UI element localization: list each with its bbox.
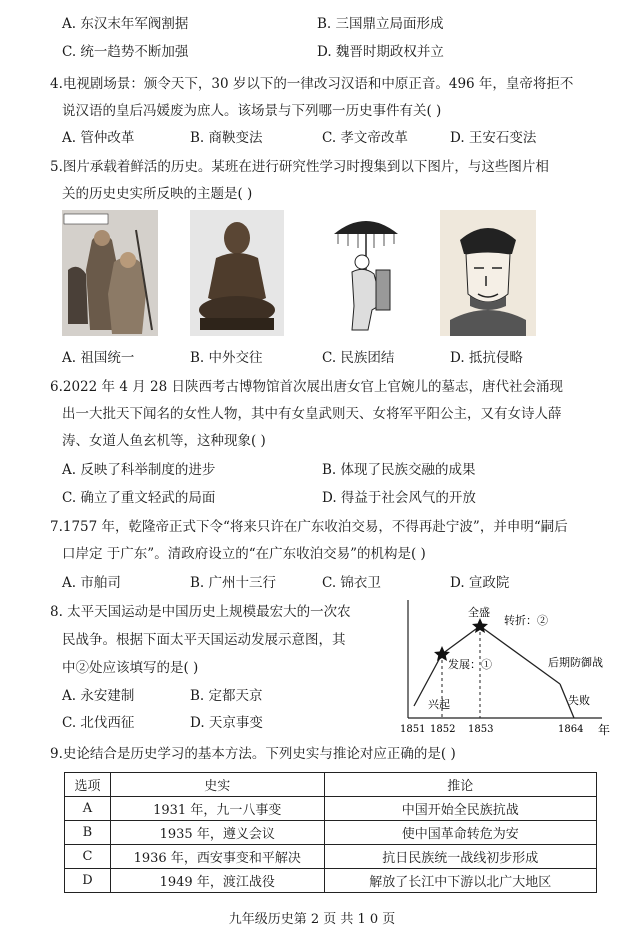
q5-option-a: A. 祖国统一 — [62, 350, 135, 366]
table-row — [65, 821, 597, 845]
q8-option-a: A. 永安建制 — [62, 688, 135, 704]
row-fact: 1949 年，渡江战役 — [110, 869, 324, 893]
q8-stem-line3: 中②处应该填写的是( ) — [62, 660, 199, 676]
q9-stem: 9.史论结合是历史学习的基本方法。下列史实与推论对应正确的是( ) — [50, 746, 456, 762]
tick-1864: 1864 — [558, 724, 584, 735]
traveler-with-umbrella-image — [322, 210, 410, 336]
row-inference: 抗日民族统一战线初步形成 — [324, 845, 596, 869]
q8-option-d: D. 天京事变 — [190, 715, 263, 731]
header-inference: 推论 — [324, 773, 596, 797]
q4-option-c: C. 孝文帝改革 — [322, 130, 408, 146]
q4-option-a: A. 管仲改革 — [62, 130, 135, 146]
row-inference: 使中国革命转危为安 — [324, 821, 596, 845]
ming-official-portrait-image — [440, 210, 536, 336]
q6-stem-line2: 出一大批天下闻名的女性人物，其中有女皇武则天、女将军平阳公主，又有女诗人薛 — [62, 406, 562, 422]
q8-option-c: C. 北伐西征 — [62, 715, 135, 731]
q7-stem-line2: 口岸定 于广东”。清政府设立的“在广东收泊交易”的机构是( ) — [62, 546, 426, 562]
header-fact: 史实 — [110, 773, 324, 797]
row-option: A — [65, 797, 111, 821]
seated-monk-statue-image — [190, 210, 284, 336]
warriors-image — [62, 210, 158, 336]
q4-option-b: B. 商鞅变法 — [190, 130, 263, 146]
row-option: C — [65, 845, 111, 869]
table-row — [65, 845, 597, 869]
q4-stem-line1: 4.电视剧场景：颁令天下，30 岁以下的一律改习汉语和中原正音。496 年，皇帝将拒不 — [50, 76, 574, 92]
q3-option-c: C. 统一趋势不断加强 — [62, 44, 189, 60]
q7-option-a: A. 市舶司 — [62, 575, 121, 591]
label-peak: 全盛 — [468, 606, 490, 619]
q3-option-b: B. 三国鼎立局面形成 — [317, 16, 444, 32]
q5-option-c: C. 民族团结 — [322, 350, 395, 366]
q3-option-a: A. 东汉末年军阀割据 — [62, 16, 189, 32]
q8-stem-line2: 民战争。根据下面太平天国运动发展示意图，其 — [62, 632, 346, 648]
table-header-row — [65, 773, 597, 797]
q3-option-d: D. 魏晋时期政权并立 — [317, 44, 444, 60]
axis-unit: 年 — [598, 723, 611, 737]
row-option: B — [65, 821, 111, 845]
q7-option-b: B. 广州十三行 — [190, 575, 277, 591]
label-fail: 失败 — [568, 694, 590, 707]
header-option: 选项 — [65, 773, 111, 797]
row-fact: 1936 年，西安事变和平解决 — [110, 845, 324, 869]
q6-option-c: C. 确立了重文轻武的局面 — [62, 490, 216, 506]
q7-option-c: C. 锦衣卫 — [322, 575, 381, 591]
q4-option-d: D. 王安石变法 — [450, 130, 537, 146]
q9-table — [64, 772, 597, 893]
label-defense: 后期防御战 — [548, 656, 603, 669]
q6-option-d: D. 得益于社会风气的开放 — [322, 490, 476, 506]
q5-stem-line1: 5.图片承载着鲜活的历史。某班在进行研究性学习时搜集到以下图片，与这些图片相 — [50, 159, 549, 175]
page-footer: 九年级历史第 2 页 共 1 0 页 — [228, 912, 396, 927]
label-turn: 转折：② — [504, 614, 548, 627]
row-inference: 中国开始全民族抗战 — [324, 797, 596, 821]
row-fact: 1935 年，遵义会议 — [110, 821, 324, 845]
q7-stem-line1: 7.1757 年，乾隆帝正式下令“将来只许在广东收泊交易，不得再赴宁波”，并申明“嗣后 — [50, 519, 568, 535]
label-develop: 发展：① — [448, 658, 492, 671]
q8-option-b: B. 定都天京 — [190, 688, 263, 704]
row-inference: 解放了长江中下游以北广大地区 — [324, 869, 596, 893]
tick-1852: 1852 — [430, 724, 456, 735]
q6-stem-line3: 涛、女道人鱼玄机等，这种现象( ) — [62, 433, 266, 449]
q5-option-d: D. 抵抗侵略 — [450, 350, 523, 366]
tick-1851: 1851 — [400, 724, 426, 735]
row-fact: 1931 年，九一八事变 — [110, 797, 324, 821]
table-row — [65, 797, 597, 821]
q6-stem-line1: 6.2022 年 4 月 28 日陕西考古博物馆首次展出唐女官上官婉儿的墓志，唐代社会涌现 — [50, 379, 563, 395]
q6-option-b: B. 体现了民族交融的成果 — [322, 462, 476, 478]
q6-option-a: A. 反映了科举制度的进步 — [62, 462, 216, 478]
q7-option-d: D. 宣政院 — [450, 575, 510, 591]
tick-1853: 1853 — [468, 724, 494, 735]
table-row — [65, 869, 597, 893]
taiping-development-diagram — [398, 596, 614, 744]
q4-stem-line2: 说汉语的皇后冯媛废为庶人。该场景与下列哪一历史事件有关( ) — [62, 103, 442, 119]
q5-option-b: B. 中外交往 — [190, 350, 263, 366]
row-option: D — [65, 869, 111, 893]
q5-stem-line2: 关的历史史实所反映的主题是( ) — [62, 186, 253, 202]
label-rise: 兴起 — [428, 698, 450, 711]
q8-stem-line1: 8. 太平天国运动是中国历史上规模最宏大的一次农 — [50, 604, 351, 620]
